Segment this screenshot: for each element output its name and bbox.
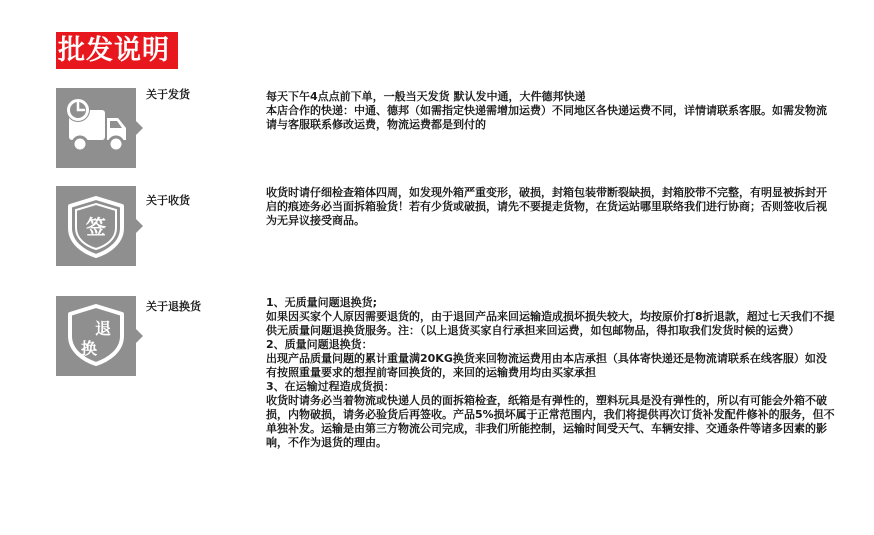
sign-shield-icon	[56, 186, 136, 266]
text-line: 出现产品质量问题的累计重量满20KG换货来回物流运费用由本店承担（具体寄快递还是物流请联系在线客服）如没有按照重量要求的想捏前寄回换货的，来回的运输费用均由买家承担	[266, 352, 827, 379]
icon-glyph: 退	[94, 319, 112, 338]
text-line: 本店合作的快递：中通、德邦（如需指定快递需增加运费）不同地区各快递运费不同，详情请联系客服。如需发物流请与客服联系修改运费，物流运费都是到付的	[266, 104, 827, 131]
text-line: 2、质量问题退换货：	[266, 338, 373, 351]
exchange-shield-icon	[56, 296, 136, 376]
section-text	[266, 296, 836, 450]
text-line: 收货时请务必当着物流或快递人员的面拆箱检查，纸箱是有弹性的，塑料玩具是没有弹性的，所以有可能会外箱不破损，内物破损，请务必验货后再签收。产品5%损坏属于正常范围内，我们将提供再次订货补发配件修补的服务，但不单独补发。运输是由第三方物流公司完成，非我们所能控制，运输时间受天气、车辆安排、交通条件等诸多因素的影响，不作为退货的理由。	[266, 394, 835, 449]
icon-glyph: 签	[86, 215, 106, 239]
text-line: 每天下午4点点前下单，一般当天发货 默认发中通，大件德邦快递	[266, 90, 586, 103]
text-line: 1、无质量问题退换货;	[266, 296, 378, 309]
text-line: 3、在运输过程造成货损：	[266, 380, 395, 393]
section-label: 关于发货	[146, 88, 190, 101]
page-title: 批发说明	[56, 32, 178, 69]
text-line: 收货时请仔细检查箱体四周，如发现外箱严重变形，破损，封箱包装带断裂缺损，封箱胶带不完整，有明显被拆封开启的痕迹务必当面拆箱验货！若有少货或破损，请先不要提走货物，在货运站哪里联络我们进行协商；否则签收后视为无异议接受商品。	[266, 186, 827, 227]
icon-glyph: 换	[80, 339, 98, 358]
section-text	[266, 186, 836, 228]
text-line: 如果因买家个人原因需要退货的，由于退回产品来回运输造成损坏损失较大，均按原价打8折退款，超过七天我们不提供无质量问题退换货服务。注：（以上退货买家自行承担来回运费，如包邮物品，得扣取我们发货时候的运费）	[266, 310, 835, 337]
section-text	[266, 90, 836, 132]
section-label: 关于退换货	[146, 300, 201, 313]
section-label: 关于收货	[146, 194, 190, 207]
delivery-truck-icon	[56, 88, 136, 168]
